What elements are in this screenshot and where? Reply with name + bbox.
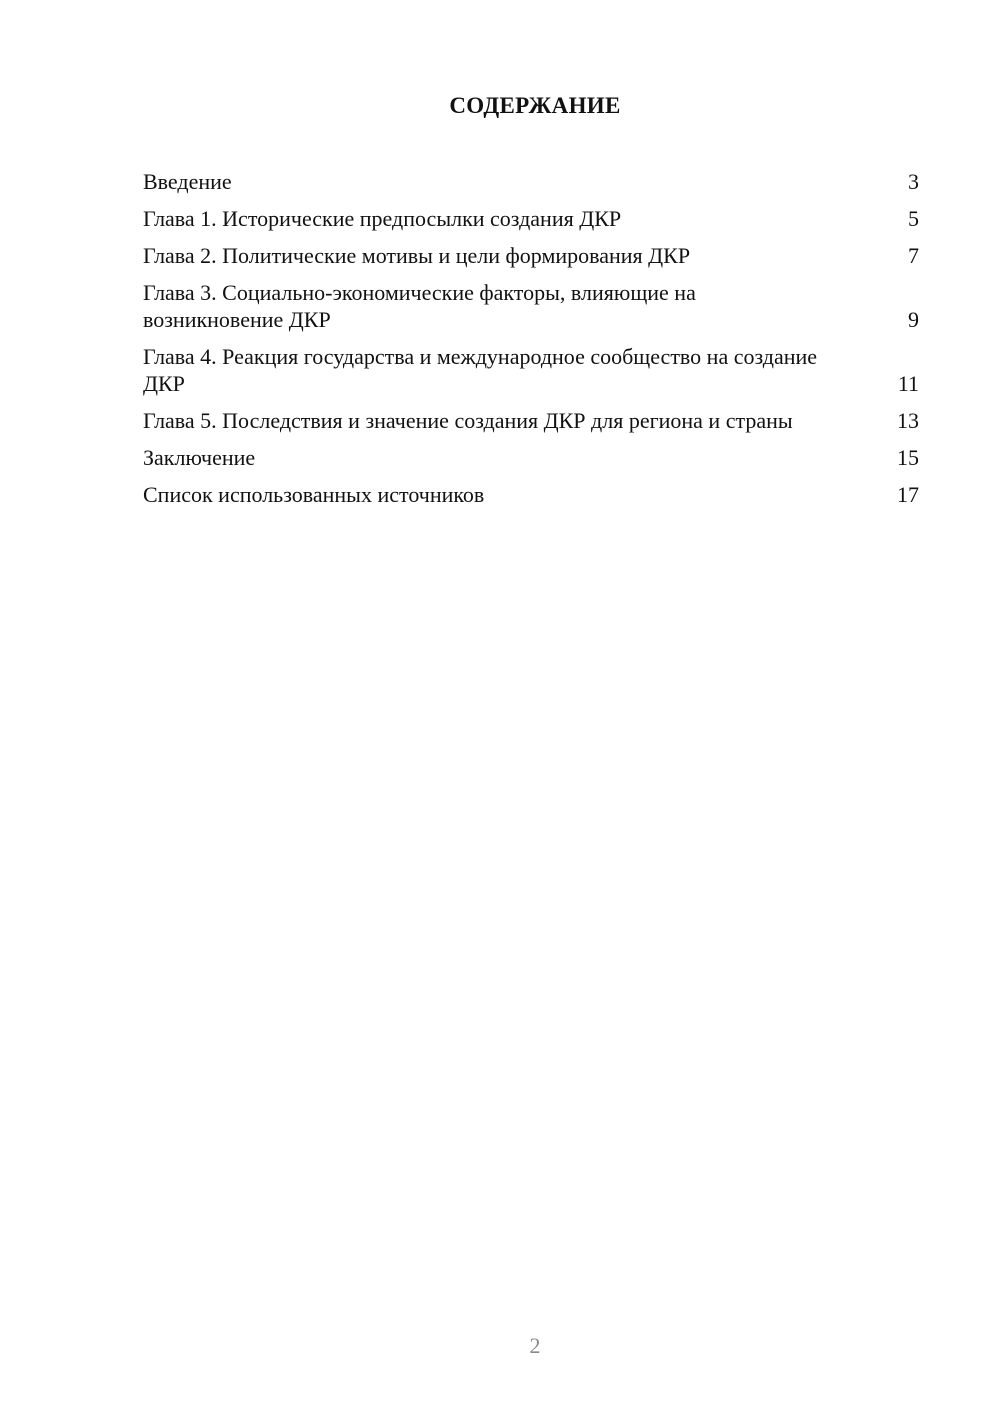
toc-entry-title: Список использованных источников (143, 482, 485, 507)
toc-entry-title: Заключение (143, 445, 256, 470)
toc-entry-page: 3 (908, 169, 919, 194)
toc-entry (143, 168, 919, 195)
toc-entry (143, 279, 919, 333)
toc-entry (143, 444, 919, 471)
toc-entry-title: Глава 1. Исторические предпосылки создания ДКР (143, 206, 622, 231)
toc-entry-page: 11 (897, 371, 919, 396)
toc-entry (143, 242, 919, 269)
page-number: 2 (529, 1333, 541, 1358)
toc-entry (143, 407, 919, 434)
page-title: СОДЕРЖАНИЕ (449, 93, 621, 118)
toc-entry (143, 205, 919, 232)
toc-entry (143, 481, 919, 508)
toc-entry-title: Глава 4. Реакция государства и международное сообщество на создание ДКР (143, 344, 818, 396)
toc-entry (143, 343, 919, 397)
toc-entry-page: 17 (897, 482, 919, 507)
toc-entry-title: Глава 5. Последствия и значение создания ДКР для региона и страны (143, 408, 793, 433)
toc-entry-page: 9 (908, 307, 919, 332)
toc-entry-page: 5 (908, 206, 919, 231)
toc-entry-page: 15 (897, 445, 919, 470)
toc-entry-page: 13 (897, 408, 919, 433)
toc-entry-title: Глава 3. Социально-экономические факторы, влияющие на возникновение ДКР (143, 280, 696, 332)
toc-entry-page: 7 (908, 243, 919, 268)
table-of-contents (143, 168, 919, 518)
toc-entry-title: Введение (143, 169, 232, 194)
toc-entry-title: Глава 2. Политические мотивы и цели формирования ДКР (143, 243, 691, 268)
